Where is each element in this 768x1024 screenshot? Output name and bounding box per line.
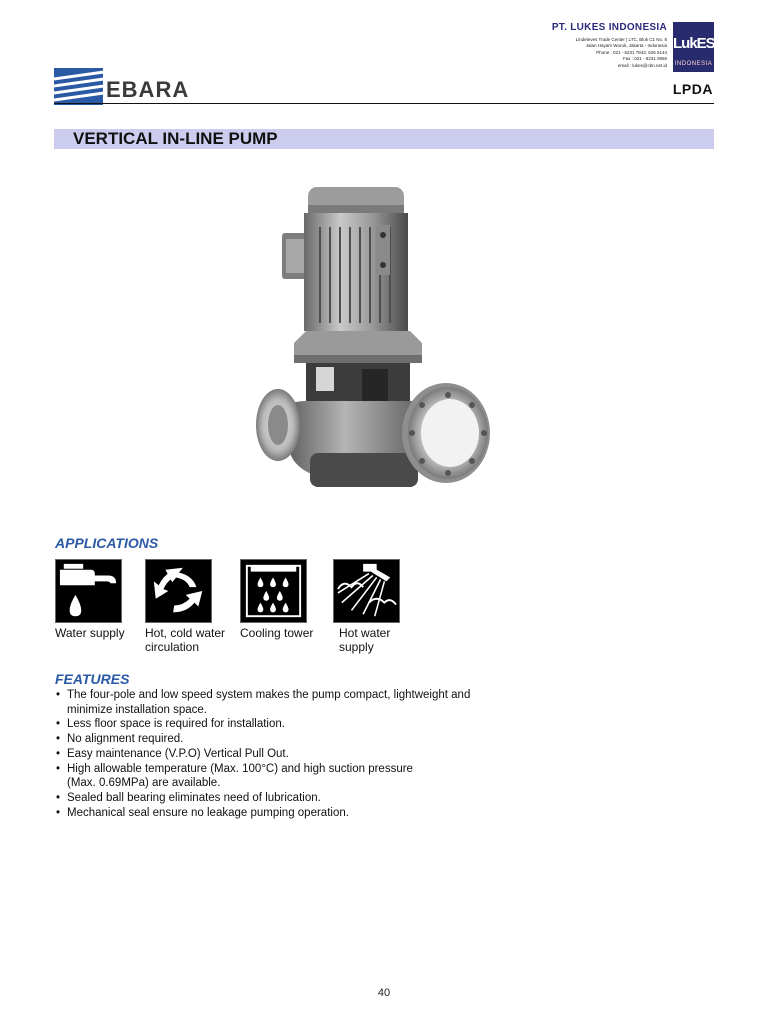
feature-item: • Less floor space is required for installation. (55, 717, 575, 732)
dealer-logo-country: INDONESIA (674, 61, 713, 67)
model-code: LPDA (672, 81, 713, 97)
application-water-supply (55, 559, 125, 640)
applications-heading: APPLICATIONS (55, 535, 159, 551)
pump-image (250, 183, 490, 503)
header-divider (54, 103, 714, 104)
application-label: Hot, cold water circulation (145, 626, 226, 654)
circulation-icon (145, 559, 212, 623)
dealer-stamp (551, 20, 715, 76)
application-cooling-tower (240, 559, 313, 640)
dealer-logo-word: LukES (673, 35, 715, 52)
dealer-logo (673, 22, 714, 72)
feature-item: • Mechanical seal ensure no leakage pumping operation. (55, 806, 575, 821)
title-bar (54, 129, 714, 149)
application-label: Cooling tower (240, 626, 314, 640)
ebara-logo-mark (54, 68, 103, 105)
application-label: Water supply (55, 626, 125, 640)
feature-item: • No alignment required. (55, 732, 575, 747)
dealer-phone: Phone : 021 - 6231 7843, 626 5144 (596, 49, 667, 55)
features-list (55, 688, 575, 820)
page-title: VERTICAL IN-LINE PUMP (73, 129, 278, 148)
brand-name: EBARA (106, 77, 190, 102)
hot-water-supply-icon (333, 559, 400, 623)
cooling-tower-icon (240, 559, 307, 623)
dealer-address-line: Lindeteves Trade Center | LTC, Blok C1 No. 8 (575, 37, 667, 42)
feature-item: • High allowable temperature (Max. 100°C) and high suction pressure (Max. 0.69MPa) are available. (55, 762, 575, 791)
application-label: Hot water supply (339, 626, 391, 654)
dealer-email: email : lukes@cbn.net.id (617, 62, 667, 68)
dealer-fax: Fax : 021 - 6231 0856 (622, 56, 667, 62)
dealer-address (576, 37, 667, 69)
ebara-logo (54, 68, 194, 106)
feature-item: • The four-pole and low speed system makes the pump compact, lightweight and minimize installation space. (55, 688, 575, 717)
page-number: 40 (377, 987, 391, 999)
dealer-name: PT. LUKES INDONESIA (551, 22, 667, 33)
application-circulation (145, 559, 225, 654)
dealer-address-line: Jalan Hayam Wuruk, Jakarta - Indonesia (585, 43, 667, 49)
feature-item: • Easy maintenance (V.P.O) Vertical Pull Out. (55, 747, 575, 762)
water-supply-icon (55, 559, 122, 623)
pump-illustration (250, 183, 490, 503)
feature-item: • Sealed ball bearing eliminates need of lubrication. (55, 791, 575, 806)
application-hot-water-supply (333, 559, 400, 654)
features-heading: FEATURES (55, 671, 130, 687)
